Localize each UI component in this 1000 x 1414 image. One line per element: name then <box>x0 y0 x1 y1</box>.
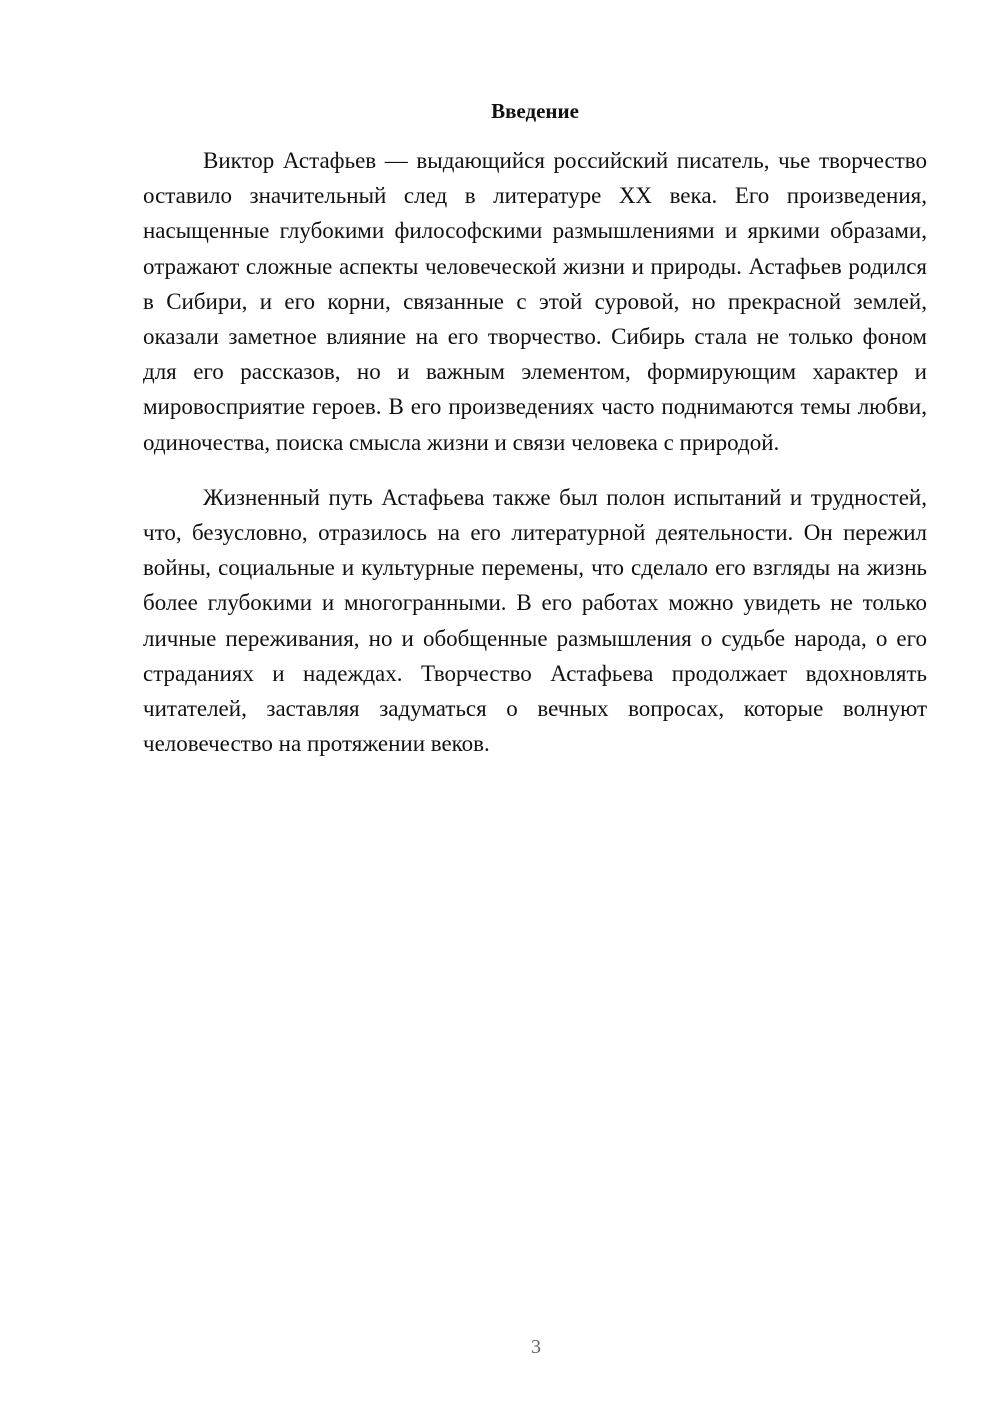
page-number: 3 <box>531 1336 541 1358</box>
section-title: Введение <box>491 99 579 123</box>
paragraph-1: Виктор Астафьев — выдающийся российский писатель, чье творчество оставило значительный след в литературе XX века. Его произведения, насыщенные глубокими философскими размышлениями и яркими образами, отражают сложные аспекты человеческой жизни и природы. Астафьев родился в Сибири, и его корни, связанные с этой суровой, но прекрасной землей, оказали заметное влияние на его творчество. Сибирь стала не только фоном для его рассказов, но и важным элементом, формирующим характер и мировосприятие героев. В его произведениях часто поднимаются темы любви, одиночества, поиска смысла жизни и связи человека с природой. <box>143 148 927 455</box>
body-text <box>143 143 927 761</box>
paragraph-2: Жизненный путь Астафьева также был полон испытаний и трудностей, что, безусловно, отразилось на его литературной деятельности. Он пережил войны, социальные и культурные перемены, что сделало его взгляды на жизнь более глубокими и многогранными. В его работах можно увидеть не только личные переживания, но и обобщенные размышления о судьбе народа, о его страданиях и надеждах. Творчество Астафьева продолжает вдохновлять читателей, заставляя задуматься о вечных вопросах, которые волнуют человечество на протяжении веков. <box>143 484 927 757</box>
